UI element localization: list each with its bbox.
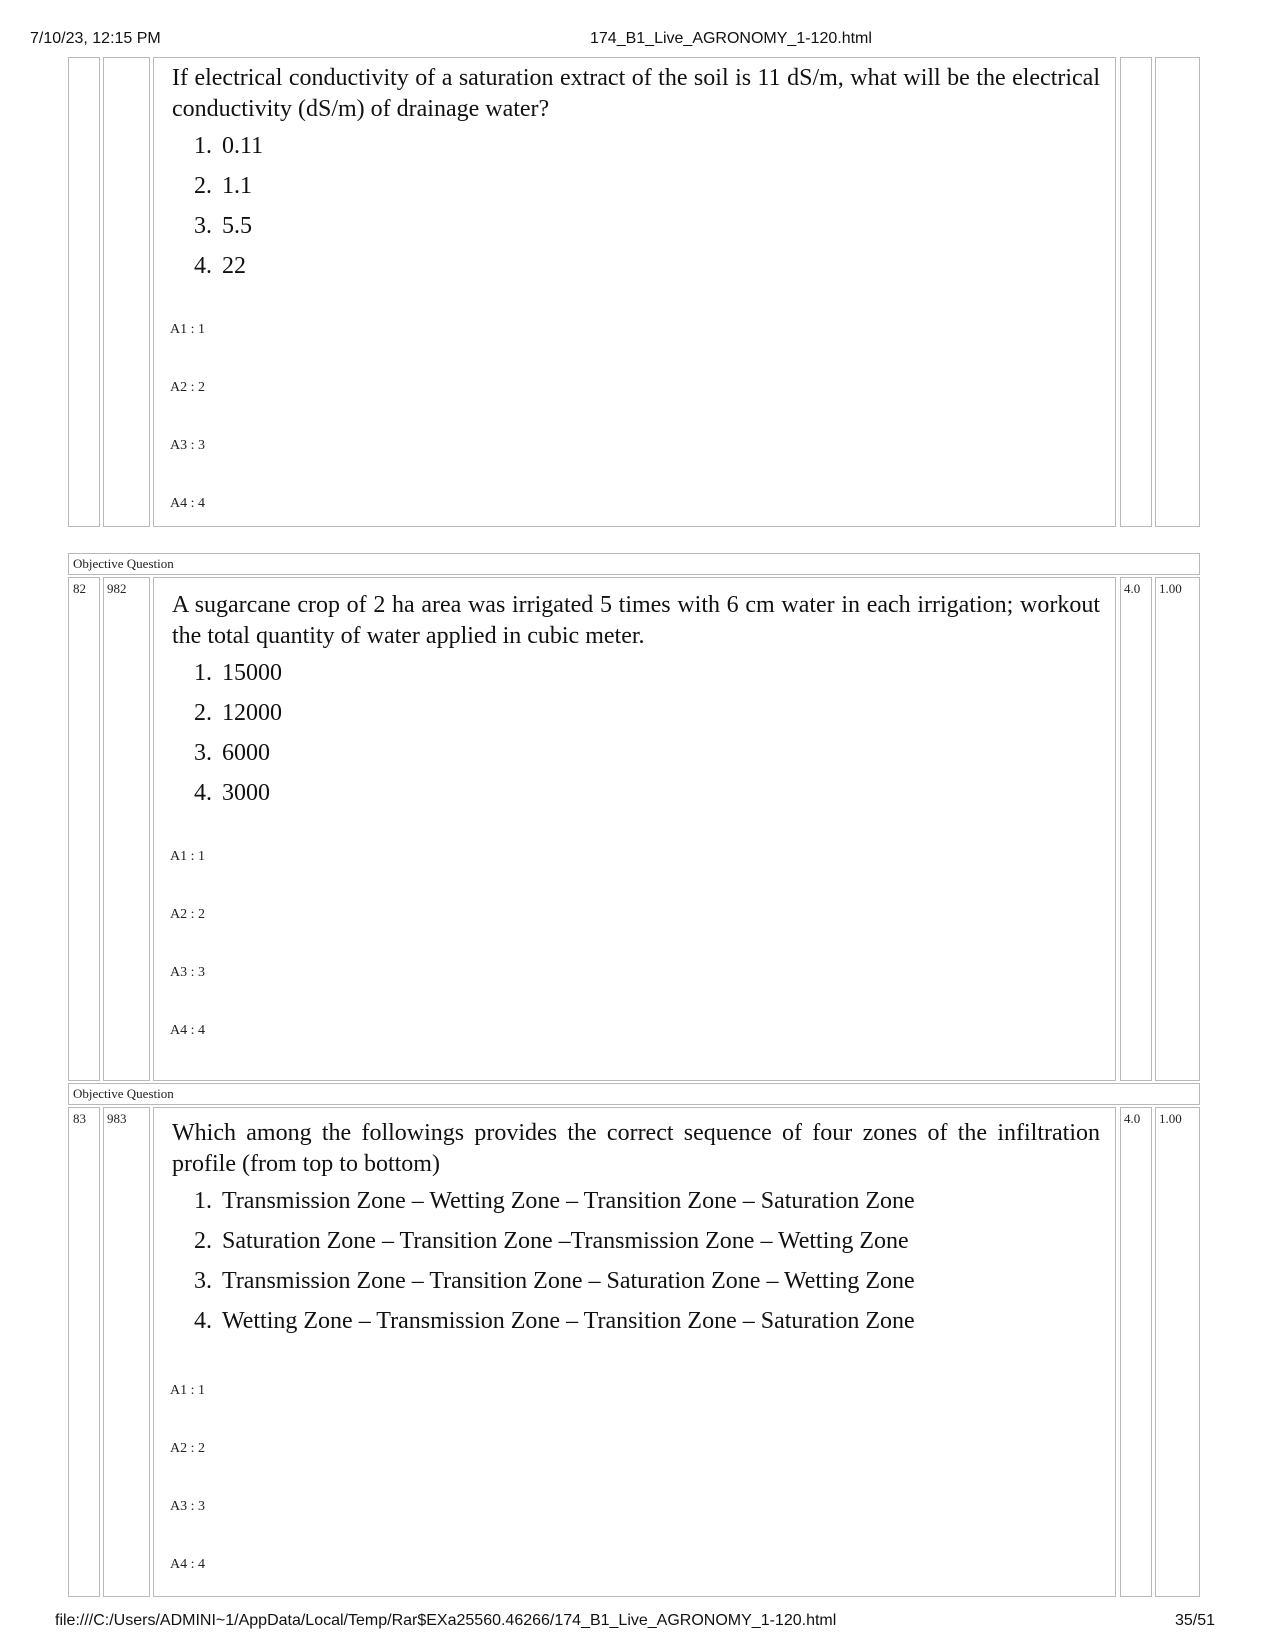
question-id: 983 (107, 1111, 127, 1126)
question-id-cell (103, 577, 150, 1081)
option-item (172, 1268, 915, 1295)
answer-label: A4 : 4 (170, 496, 205, 511)
marks-cell (1120, 57, 1152, 527)
page-number: 35/51 (1175, 1612, 1216, 1629)
question-text: Which among the followings provides the correct sequence of four zones of the infiltration profile (from top to bottom) (172, 1120, 1100, 1177)
option-item (172, 660, 282, 687)
answer-label: A1 : 1 (170, 1383, 205, 1398)
answer-label: A2 : 2 (170, 380, 205, 395)
question-serial: 83 (73, 1111, 86, 1126)
question-body-cell (153, 57, 1116, 527)
question-type-label: Objective Question (73, 1086, 174, 1101)
question-marks: 4.0 (1124, 1111, 1141, 1126)
document-title: 174_B1_Live_AGRONOMY_1-120.html (590, 30, 872, 47)
answer-label: A2 : 2 (170, 1441, 205, 1456)
option-text: Transmission Zone – Wetting Zone – Transition Zone – Saturation Zone (222, 1188, 915, 1214)
option-number: 3. (194, 740, 212, 766)
serial-cell (68, 577, 100, 1081)
option-text: 12000 (222, 700, 282, 726)
option-text: Transmission Zone – Transition Zone – Saturation Zone – Wetting Zone (222, 1268, 915, 1294)
option-item (172, 173, 252, 200)
option-number: 2. (194, 173, 212, 199)
option-text: 22 (222, 253, 246, 279)
option-item (172, 1308, 915, 1335)
question-type-row (68, 1083, 1200, 1105)
answer-label: A3 : 3 (170, 1499, 205, 1514)
option-text: 3000 (222, 780, 270, 806)
negative-marks-cell (1155, 57, 1200, 527)
answer-label: A3 : 3 (170, 438, 205, 453)
option-item (172, 1228, 909, 1255)
question-type-label: Objective Question (73, 556, 174, 571)
option-text: 5.5 (222, 213, 252, 239)
question-type-row (68, 553, 1200, 575)
question-marks: 4.0 (1124, 581, 1141, 596)
option-number: 1. (194, 660, 212, 686)
option-item (172, 700, 282, 727)
option-text: 6000 (222, 740, 270, 766)
option-text: 15000 (222, 660, 282, 686)
option-number: 1. (194, 1188, 212, 1214)
question-serial: 82 (73, 581, 86, 596)
serial-cell (68, 1107, 100, 1597)
question-body-cell (153, 1107, 1116, 1597)
option-number: 1. (194, 133, 212, 159)
option-item (172, 133, 263, 160)
answer-label: A3 : 3 (170, 965, 205, 980)
answer-label: A1 : 1 (170, 849, 205, 864)
negative-marks-cell (1155, 1107, 1200, 1597)
marks-cell (1120, 1107, 1152, 1597)
option-number: 4. (194, 1308, 212, 1334)
answer-label: A1 : 1 (170, 322, 205, 337)
answer-label: A2 : 2 (170, 907, 205, 922)
option-item (172, 740, 270, 767)
option-number: 3. (194, 1268, 212, 1294)
print-datetime: 7/10/23, 12:15 PM (30, 30, 161, 47)
answer-label: A4 : 4 (170, 1557, 205, 1572)
option-number: 4. (194, 253, 212, 279)
answer-label: A4 : 4 (170, 1023, 205, 1038)
question-text: If electrical conductivity of a saturation extract of the soil is 11 dS/m, what will be the electrical conductivity (dS/m) of drainage water? (172, 65, 1100, 122)
question-id: 982 (107, 581, 127, 596)
option-item (172, 1188, 915, 1215)
option-text: 0.11 (222, 133, 264, 159)
option-item (172, 213, 252, 240)
option-number: 3. (194, 213, 212, 239)
question-body-cell (153, 577, 1116, 1081)
question-text: A sugarcane crop of 2 ha area was irrigated 5 times with 6 cm water in each irrigation; workout the total quantity of water applied in cubic meter. (172, 592, 1100, 649)
option-text: Saturation Zone – Transition Zone –Transmission Zone – Wetting Zone (222, 1228, 909, 1254)
question-negative-marks: 1.00 (1159, 1111, 1182, 1126)
serial-cell (68, 57, 100, 527)
option-number: 4. (194, 780, 212, 806)
option-text: Wetting Zone – Transmission Zone – Transition Zone – Saturation Zone (222, 1308, 915, 1334)
marks-cell (1120, 577, 1152, 1081)
option-number: 2. (194, 1228, 212, 1254)
option-text: 1.1 (222, 173, 252, 199)
question-id-cell (103, 57, 150, 527)
option-number: 2. (194, 700, 212, 726)
file-path-footer: file:///C:/Users/ADMINI~1/AppData/Local/Temp/Rar$EXa25560.46266/174_B1_Live_AGRONOMY_1-120.html (55, 1612, 837, 1629)
negative-marks-cell (1155, 577, 1200, 1081)
option-item (172, 780, 270, 807)
question-negative-marks: 1.00 (1159, 581, 1182, 596)
question-id-cell (103, 1107, 150, 1597)
option-item (172, 253, 246, 280)
